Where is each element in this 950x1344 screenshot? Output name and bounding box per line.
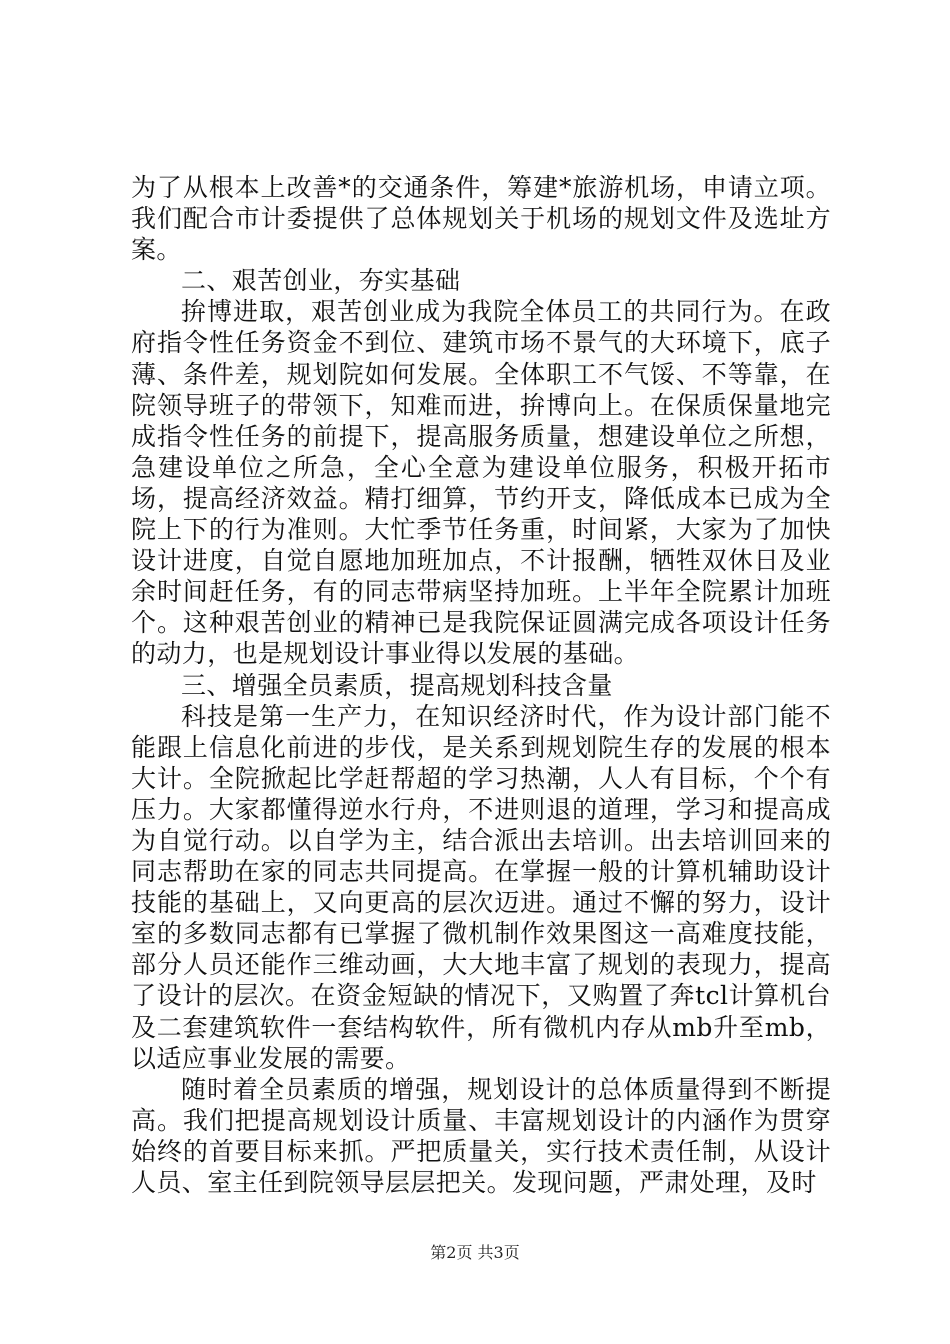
paragraph-technology: 科技是第一生产力，在知识经济时代，作为设计部门能不能跟上信息化前进的步伐，是关系到规划院生存的发展的根本大计。全院掀起比学赶帮超的学习热潮，人人有目标，个个有压力。大家都懂得逆水行舟，不进则退的道理，学习和提高成为自觉行动。以自学为主，结合派出去培训。出去培训回来的同志帮助在家的同志共同提高。在掌握一般的计算机辅助设计技能的基础上，又向更高的层次迈进。通过不懈的努力，设计室的多数同志都有已掌握了微机制作效果图这一高难度技能，部分人员还能作三维动画，大大地丰富了规划的表现力，提高了设计的层次。在资金短缺的情况下，又购置了奔tcl计算机台及二套建筑软件一套结构软件，所有微机内存从mb升至mb，以适应事业发展的需要。	[131, 701, 831, 1073]
paragraph-airport: 为了从根本上改善*的交通条件，筹建*旅游机场，申请立项。我们配合市计委提供了总体规划关于机场的规划文件及选址方案。	[131, 173, 831, 265]
paragraph-quality: 随时着全员素质的增强，规划设计的总体质量得到不断提高。我们把提高规划设计质量、丰富规划设计的内涵作为贯穿始终的首要目标来抓。严把质量关，实行技术责任制，从设计人员、室主任到院领导层层把关。发现问题，严肃处理，及时	[131, 1074, 831, 1197]
section-heading-3: 三、增强全员素质，提高规划科技含量	[181, 670, 613, 700]
page-number-footer: 第2页 共3页	[430, 1243, 520, 1262]
paragraph-hard-work: 拚博进取，艰苦创业成为我院全体员工的共同行为。在政府指令性任务资金不到位、建筑市场不景气的大环境下，底子薄、条件差，规划院如何发展。全体职工不气馁、不等靠，在院领导班子的带领下，知难而进，拚博向上。在保质保量地完成指令性任务的前提下，提高服务质量，想建设单位之所想，急建设单位之所急，全心全意为建设单位服务，积极开拓市场，提高经济效益。精打细算，节约开支，降低成本已成为全院上下的行为准则。大忙季节任务重，时间紧，大家为了加快设计进度，自觉自愿地加班加点，不计报酬，牺牲双休日及业余时间赶任务，有的同志带病坚持加班。上半年全院累计加班个。这种艰苦创业的精神已是我院保证圆满完成各项设计任务的动力，也是规划设计事业得以发展的基础。	[131, 297, 831, 669]
document-body	[131, 172, 831, 1198]
section-heading-2: 二、艰苦创业，夯实基础	[181, 266, 461, 296]
